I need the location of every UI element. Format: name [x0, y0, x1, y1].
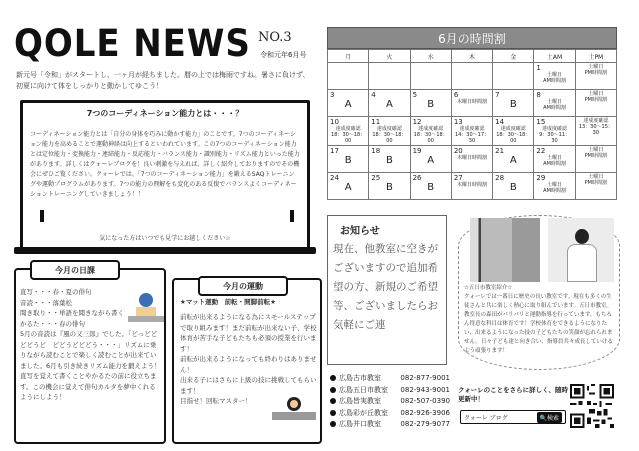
contact-name: 広島五日市教室 [339, 385, 388, 394]
header-fri: 金 [493, 50, 534, 63]
student-illustration [126, 290, 166, 324]
timetable-cell [451, 173, 492, 200]
chalkboard-leg-right [290, 210, 294, 222]
class-label: 達成度確認 [459, 126, 485, 132]
day-number: 10 [330, 118, 339, 126]
timetable-cell [369, 146, 410, 173]
class-sub: AM時間割 [543, 78, 566, 84]
qr-code-icon[interactable] [570, 384, 614, 428]
timetable-cell [493, 173, 534, 200]
timetable-cell [369, 63, 410, 90]
class-label: 達成度確認 [583, 118, 609, 124]
day-number: 15 [536, 118, 546, 126]
timetable-cell [534, 173, 575, 200]
timetable-cell [328, 146, 369, 173]
intro-text: 新元号「令和」がスタートし、一ヶ月が経ちました。暦の上では梅雨ですね。暑さに負けず、初夏に向けて体をしっかりと動かしてゆこう！ [16, 71, 310, 90]
timetable-cell [410, 146, 451, 173]
contact-row [330, 373, 450, 385]
blog-search-button[interactable] [460, 410, 566, 424]
timetable-cell [575, 146, 616, 173]
header-sat-pm: 土PM [575, 50, 616, 63]
class-sub: PM時間割 [584, 70, 608, 76]
day-number: 8 [536, 91, 541, 99]
class-sub: 14：30〜17：30 [454, 132, 490, 144]
contact-phone[interactable]: 082-877-9001 [400, 374, 450, 382]
day-number: 7 [495, 91, 500, 99]
header-wed: 水 [410, 50, 451, 63]
board-footer: 気になった方はいつでも見学にお越しください☆ [99, 235, 231, 242]
day-number: 27 [453, 174, 463, 182]
contact-row [330, 419, 450, 431]
class-sub: 9：30〜11：30 [539, 132, 570, 144]
contact-row [330, 396, 450, 408]
contact-row [330, 385, 450, 397]
timetable-cell [451, 117, 492, 146]
class-label: 土曜日 [588, 91, 604, 97]
class-label: 土曜日 [588, 64, 604, 70]
staff-caption: ☆五日市教室紹介☆ クォーレでは一番日に歴史の長い教室です。現在も多くの生徒さんと共に楽しく熱心に取り組んでいます。五日市教室。教室長の森田がバリバリと運動指導を行っています。もちろん得意な科目は体育です！学校体育をできるようになりたい、出来るようになった技の子どもたちの笑顔が忘れられません。日々子ども達と向き合い、指導員共々成長していけるよう頑張ります！ [464, 285, 613, 354]
day-number: 5 [412, 91, 418, 99]
bullet-icon [330, 387, 336, 393]
class-label: 土曜日 [547, 72, 563, 78]
issue-number: NO.3 [258, 30, 292, 45]
notice-title: お知らせ [340, 226, 380, 237]
class-sub: AM時間割 [543, 188, 566, 194]
day-number: 21 [495, 147, 505, 155]
search-icon[interactable]: 🔍検索 [537, 412, 563, 423]
class-label: 土曜日 [547, 99, 563, 105]
class-label: 木曜日時間割 [456, 99, 487, 105]
day-number: 11 [371, 118, 381, 126]
mat-illustration [270, 392, 318, 422]
timetable-week-row [328, 90, 617, 117]
timetable-cell [493, 90, 534, 117]
timetable-cell [328, 117, 369, 146]
staff-head [575, 229, 589, 244]
day-number: 26 [412, 174, 422, 182]
class-label: B [385, 182, 393, 193]
class-label: A [427, 155, 435, 166]
timetable-cell [369, 173, 410, 200]
issue-date: 令和元年6月号 [260, 51, 307, 59]
class-label: 木曜日時間割 [456, 155, 487, 161]
class-label: B [509, 182, 517, 193]
timetable-week-row [328, 173, 617, 200]
bullet-icon [330, 410, 336, 416]
exercise-tab: 今月の運動 [198, 276, 288, 296]
timetable-cell [451, 63, 492, 90]
class-sub: 18：30〜18：00 [372, 132, 407, 144]
contact-name: 広島彩が丘教室 [339, 408, 388, 417]
day-number: 3 [330, 91, 335, 99]
class-label: 達成度確認 [335, 126, 361, 132]
class-sub: 13：30〜15：30 [578, 124, 613, 136]
class-sub: PM時間割 [584, 153, 608, 159]
timetable-cell [328, 173, 369, 200]
class-label: A [509, 155, 517, 166]
contact-phone[interactable]: 082-507-0390 [400, 397, 450, 405]
promo-text: クォーレのことをさらに詳しく、随時更新中！ [458, 386, 569, 403]
class-label: 土曜日 [547, 155, 563, 161]
timetable-week-row [328, 117, 617, 146]
day-number: 4 [371, 91, 376, 99]
timetable-cell [451, 90, 492, 117]
class-sub: 18：30〜18：00 [331, 132, 366, 144]
class-label: 土曜日 [547, 182, 563, 188]
timetable-cell [575, 90, 616, 117]
daily-tab: 今月の日課 [30, 260, 120, 280]
bullet-icon [330, 375, 336, 381]
class-sub: 18：30〜18：00 [496, 132, 531, 144]
day-number: 29 [536, 174, 546, 182]
timetable [327, 49, 617, 200]
timetable-cell [575, 117, 616, 146]
class-sub: AM時間割 [543, 161, 566, 167]
class-label: 達成度確認 [542, 126, 568, 132]
timetable-week-row [328, 63, 617, 90]
header-mon: 月 [328, 50, 369, 63]
timetable-week-row [328, 146, 617, 173]
timetable-cell [534, 90, 575, 117]
timetable-cell [410, 117, 451, 146]
timetable-cell [410, 173, 451, 200]
timetable-cell [410, 90, 451, 117]
timetable-cell [534, 63, 575, 90]
exercise-heading: ★マット運動 前転・開脚前転★ [180, 298, 276, 306]
timetable-cell [534, 117, 575, 146]
day-number: 20 [453, 147, 463, 155]
timetable-cell [328, 90, 369, 117]
header-thu: 木 [451, 50, 492, 63]
timetable-cell [575, 63, 616, 90]
contact-row [330, 408, 450, 420]
contact-list [330, 373, 450, 431]
day-number: 12 [412, 118, 422, 126]
class-sub: PM時間割 [584, 97, 608, 103]
class-sub: 18：30〜18：00 [413, 132, 448, 144]
contact-phone[interactable]: 082-279-9077 [400, 420, 450, 428]
day-number: 6 [453, 91, 459, 99]
timetable-title: 6月の時間割 [327, 27, 617, 49]
timetable-cell [410, 63, 451, 90]
day-number: 14 [495, 118, 505, 126]
timetable-cell [493, 63, 534, 90]
class-label: 木曜日時間割 [456, 182, 487, 188]
class-label: B [509, 99, 517, 110]
classroom-photo [470, 218, 540, 282]
day-number: 19 [412, 147, 422, 155]
timetable-cell [493, 117, 534, 146]
class-label: 達成度確認 [418, 126, 444, 132]
day-number: 28 [495, 174, 505, 182]
contact-name: 広島井口教室 [339, 420, 381, 428]
class-label: 土曜日 [588, 147, 604, 153]
timetable-cell [369, 90, 410, 117]
day-number: 17 [330, 147, 339, 155]
newsletter-logo: QOLE NEWS [14, 22, 251, 65]
day-number: 18 [371, 147, 381, 155]
bullet-icon [330, 421, 336, 427]
board-body: コーディネーション能力とは「自分の身体を巧みに動かす能力」のことです。7つのコーディネーション能力を高めることで運動神経は向上するといわれています。この7つのコーディネーション能力とは定位能力・変換能力・連結能力・反応能力・バランス能力・識別能力・リズム能力といった能力があります。詳しくはクォーレブログを！良い刺激を与えれば、詳しく紹介しておりますのでその機会にぜひご覧ください。クォーレでは、「7つのコーディネーション能力」を鍛えるSAQトレーニングや運動プログラムがあります。7つの能力の理解をも変化のある反復でバランスよくコーディネーショントレーニングしていきましょう！！ [30, 131, 300, 198]
search-label: 検索 [546, 414, 559, 422]
class-label: A [344, 182, 352, 193]
class-sub: PM時間割 [584, 180, 608, 186]
class-label: 達成度確認 [376, 126, 402, 132]
class-label: B [427, 182, 435, 193]
timetable-cell [534, 146, 575, 173]
class-label: B [427, 99, 435, 110]
timetable-cell [369, 117, 410, 146]
day-number: 22 [536, 147, 546, 155]
contact-name: 広島皆実教室 [339, 397, 381, 405]
class-label: A [344, 99, 352, 110]
day-number: 24 [330, 174, 339, 182]
chalkboard-ledge [14, 247, 316, 254]
timetable-header-row [328, 50, 617, 63]
staff-body [567, 244, 597, 282]
class-label: 土曜日 [588, 174, 604, 180]
day-number: 1 [536, 64, 541, 72]
timetable-cell [451, 146, 492, 173]
daily-body: 直写・・・春・夏の俳句 音読・・・落葉松 聞き取り・・単語を聞きながら書く かるた・・・春の俳句 5月の音読は『風の又三郎』でした。「どっどどどどうど どどうどどどう・・・」リズムに乗りながら読むことで楽しく読むことが出来ていました。6月も引き続きリズム能力を鍛えよう！ 直写を覚えて書くことやかるたの前に役立ちます。この機会に覚えて俳句カルタを夢中くれるようにしよう！ [20, 288, 161, 401]
timetable-body [328, 63, 617, 200]
chalkboard-leg-left [40, 210, 44, 222]
class-label: A [386, 99, 393, 110]
timetable-cell [575, 173, 616, 200]
day-number: 13 [453, 118, 463, 126]
class-sub: AM時間割 [543, 105, 566, 111]
board-title: 7つのコーディネーション能力とは・・・？ [86, 109, 244, 118]
bullet-icon [330, 398, 336, 404]
contact-phone[interactable]: 082-943-9001 [400, 385, 450, 394]
header-tue: 火 [369, 50, 410, 63]
timetable-cell [493, 146, 534, 173]
contact-name: 広島古市教室 [339, 374, 381, 382]
contact-phone[interactable]: 082-926-3906 [400, 408, 450, 417]
notice-body: 現在、他教室に空きがございますので追加希望の方、新規のご希望等、ございましたらお気軽にご連 [333, 243, 438, 331]
blog-label: クォーレ ブログ [464, 414, 508, 422]
timetable-cell [328, 63, 369, 90]
class-label: B [344, 155, 352, 166]
class-label: 達成度確認 [500, 126, 526, 132]
exercise-body: 前転が出来るようになる為にスモールステップで取り組みます！まだ前転が出来ない子、学校体育が苦手な子どもたちも必須の授業を行います！ 前転が出来るようになっても終わりはありません！ 出来る子にはさらに上級の技に挑戦してもらいます！ 目指せ！回転マスター！ [180, 313, 317, 405]
class-label: B [385, 155, 393, 166]
day-number: 25 [371, 174, 381, 182]
header-sat-am: 土AM [534, 50, 575, 63]
